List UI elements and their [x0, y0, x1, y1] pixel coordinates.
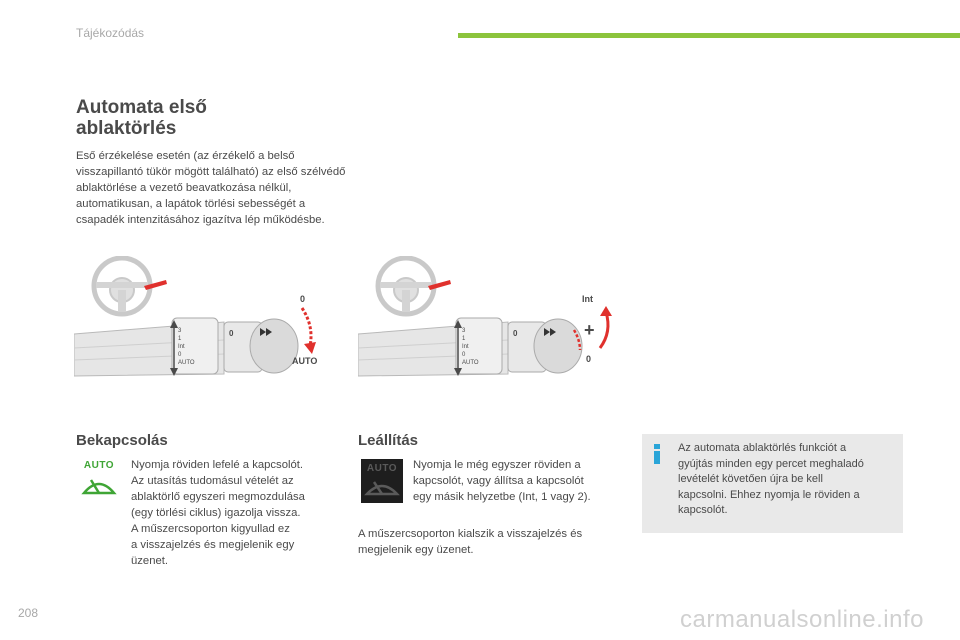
intro-paragraph: Eső érzékelése esetén (az érzékelő a belső visszapillantó tükör mögött található) az első szélvédő ablaktörlése a vezető beavatkozása nélkül, automatikusan, a lapátok törlési sebességét a csapadék intenzitásához igazítva lép működésbe. [76, 150, 346, 226]
svg-text:1: 1 [462, 336, 466, 342]
svg-text:0: 0 [462, 352, 466, 358]
page-title-line-1: Automata első [76, 97, 207, 118]
up-arrow-icon [600, 306, 612, 348]
header-accent-bar [458, 33, 960, 38]
steering-wheel-icon [94, 258, 150, 314]
svg-text:0: 0 [513, 329, 518, 338]
deactivation-note: A műszercsoporton kialszik a visszajelzés és megjelenik egy üzenet. [358, 528, 583, 556]
page-number: 208 [18, 606, 39, 620]
svg-text:3: 3 [462, 328, 466, 334]
svg-text:0: 0 [178, 352, 182, 358]
activation-text: Nyomja röviden lefelé a kapcsolót. Az utasítás tudomásul vételét az ablaktörlő egyszeri megmozdulása (egy törlési ciklus) igazolja vissza. A műszercsoporton kigyullad ez a visszajelzés és megjelenik egy üzenet. [131, 459, 305, 567]
stalk-label-int: Int [582, 294, 593, 304]
wiper-stalk-body [358, 318, 582, 376]
steering-wheel-icon [378, 258, 434, 314]
wiper-auto-off-icon [361, 459, 403, 503]
stalk-label-0: 0 [300, 294, 306, 304]
activation-heading: Bekapcsolás [76, 432, 168, 449]
svg-text:0: 0 [229, 329, 234, 338]
auto-off-icon-label: AUTO [366, 463, 398, 474]
info-text: Az automata ablaktörlés funkciót a gyújtás minden egy percet meghaladó levételét követően újra be kell kapcsolni. Ehhez nyomja le röviden a kapcsolót. [678, 442, 864, 517]
page-title [76, 97, 207, 139]
svg-text:Int: Int [178, 344, 185, 350]
watermark: carmanualsonline.info [680, 606, 924, 633]
deactivation-text: Nyomja le még egyszer röviden a kapcsolót, vagy állítsa a kapcsolót egy másik helyzetbe (Int, 1 vagy 2). [413, 459, 591, 503]
section-title: Tájékozódás [76, 26, 145, 40]
auto-icon-label: AUTO [83, 460, 115, 471]
svg-text:1: 1 [178, 336, 182, 342]
page-title-line-2: ablaktörlés [76, 118, 177, 139]
stalk-label-plus: + [584, 320, 595, 340]
svg-text:AUTO: AUTO [462, 360, 479, 366]
svg-text:Int: Int [462, 344, 469, 350]
wiper-stalk-illustration-auto-off [358, 256, 620, 388]
svg-text:3: 3 [178, 328, 182, 334]
down-arrow-icon [302, 308, 316, 354]
info-icon [650, 444, 664, 464]
wiper-auto-icon [80, 460, 118, 502]
wiper-stalk-illustration-auto-on [74, 256, 336, 388]
deactivation-heading: Leállítás [358, 432, 419, 449]
stalk-label-auto: AUTO [292, 356, 318, 366]
wiper-stalk-body [74, 318, 298, 376]
stalk-label-0: 0 [586, 354, 592, 364]
svg-text:AUTO: AUTO [178, 360, 195, 366]
